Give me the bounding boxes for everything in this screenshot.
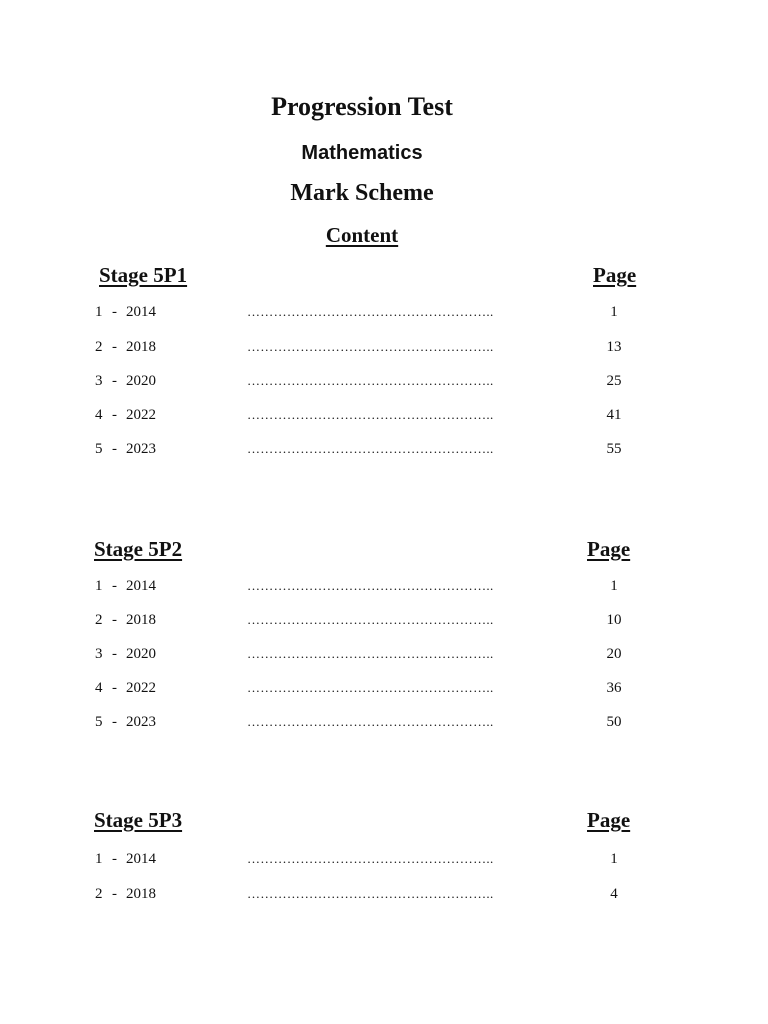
row-number: 2 xyxy=(95,886,103,902)
row-separator: - xyxy=(112,851,117,867)
row-page: 41 xyxy=(606,407,622,423)
row-year: 2014 xyxy=(126,851,156,867)
row-separator: - xyxy=(112,304,117,320)
dot-leader: ……………………………………………….. xyxy=(247,646,494,661)
dot-leader: ……………………………………………….. xyxy=(247,304,494,319)
dot-leader: ……………………………………………….. xyxy=(247,851,494,866)
row-year: 2023 xyxy=(126,714,156,730)
dot-leader: ……………………………………………….. xyxy=(247,339,494,354)
row-year: 2020 xyxy=(126,646,156,662)
dot-leader: ……………………………………………….. xyxy=(247,612,494,627)
row-page: 1 xyxy=(610,851,618,867)
row-year: 2022 xyxy=(126,680,156,696)
dot-leader: ……………………………………………….. xyxy=(247,407,494,422)
stage-heading: Stage 5P2 xyxy=(94,537,183,561)
row-page: 1 xyxy=(610,304,618,320)
row-year: 2020 xyxy=(126,373,156,389)
dot-leader: ……………………………………………….. xyxy=(247,714,494,729)
contents-heading: Content xyxy=(325,223,399,247)
row-separator: - xyxy=(112,680,117,696)
dot-leader: ……………………………………………….. xyxy=(247,886,494,901)
row-separator: - xyxy=(112,612,117,628)
document-title: Progression Test xyxy=(271,92,453,121)
page-heading: Page xyxy=(587,537,631,561)
row-page: 36 xyxy=(606,680,622,696)
row-number: 3 xyxy=(95,646,103,662)
page-heading: Page xyxy=(593,263,637,287)
stage-heading: Stage 5P3 xyxy=(94,808,183,832)
row-year: 2018 xyxy=(126,339,156,355)
row-number: 4 xyxy=(95,407,103,423)
row-separator: - xyxy=(112,886,117,902)
row-year: 2022 xyxy=(126,407,156,423)
row-separator: - xyxy=(112,578,117,594)
row-separator: - xyxy=(112,339,117,355)
row-page: 13 xyxy=(606,339,622,355)
row-year: 2018 xyxy=(126,612,156,628)
row-year: 2018 xyxy=(126,886,156,902)
row-number: 4 xyxy=(95,680,103,696)
row-page: 4 xyxy=(610,886,618,902)
row-number: 1 xyxy=(95,851,103,867)
row-number: 1 xyxy=(95,578,103,594)
row-page: 10 xyxy=(606,612,622,628)
row-number: 1 xyxy=(95,304,103,320)
row-year: 2014 xyxy=(126,578,156,594)
dot-leader: ……………………………………………….. xyxy=(247,578,494,593)
page-heading: Page xyxy=(587,808,631,832)
stage-heading: Stage 5P1 xyxy=(99,263,188,287)
row-separator: - xyxy=(112,646,117,662)
row-page: 55 xyxy=(606,441,622,457)
row-separator: - xyxy=(112,714,117,730)
row-page: 25 xyxy=(606,373,622,389)
dot-leader: ……………………………………………….. xyxy=(247,373,494,388)
row-page: 1 xyxy=(610,578,618,594)
row-separator: - xyxy=(112,441,117,457)
row-number: 5 xyxy=(95,441,103,457)
row-year: 2014 xyxy=(126,304,156,320)
mark-scheme-heading: Mark Scheme xyxy=(290,180,434,206)
row-number: 5 xyxy=(95,714,103,730)
dot-leader: ……………………………………………….. xyxy=(247,441,494,456)
row-number: 2 xyxy=(95,339,103,355)
row-separator: - xyxy=(112,407,117,423)
subject-heading: Mathematics xyxy=(301,142,423,164)
row-page: 50 xyxy=(606,714,622,730)
row-number: 2 xyxy=(95,612,103,628)
dot-leader: ……………………………………………….. xyxy=(247,680,494,695)
row-page: 20 xyxy=(606,646,622,662)
row-separator: - xyxy=(112,373,117,389)
row-year: 2023 xyxy=(126,441,156,457)
row-number: 3 xyxy=(95,373,103,389)
